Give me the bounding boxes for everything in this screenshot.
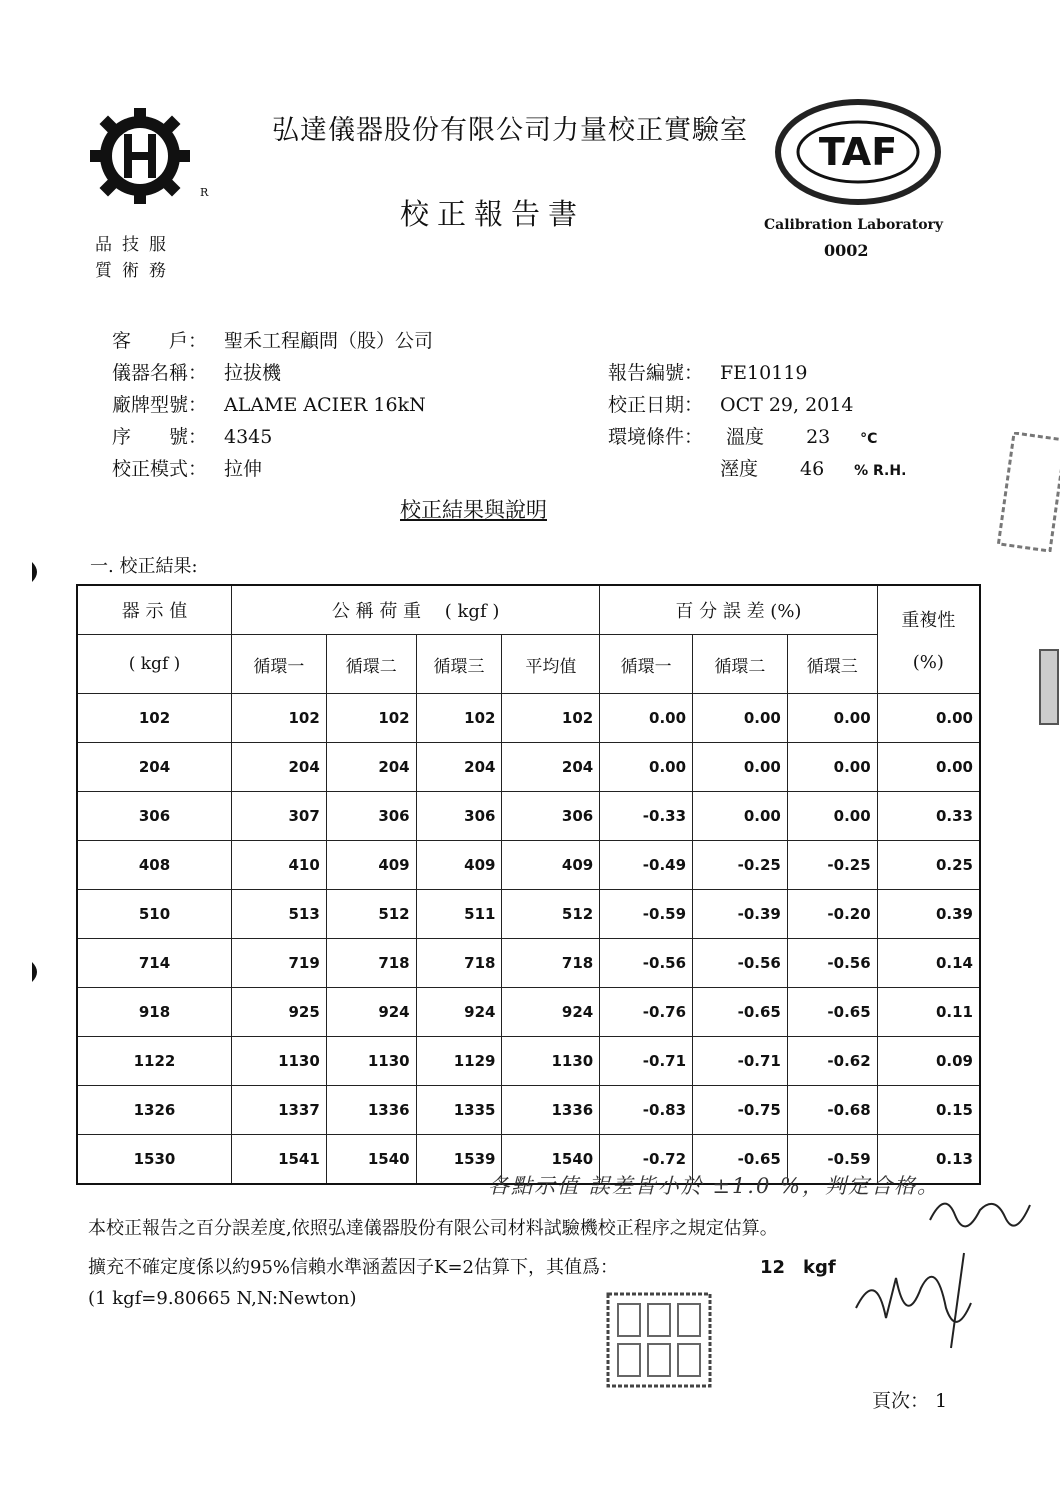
- info-value: ALAME ACIER 16kN: [224, 394, 426, 416]
- info-label: 序 號：: [112, 426, 208, 448]
- hum-unit: % R.H.: [854, 463, 907, 479]
- cell-repeat: 0.39: [877, 890, 980, 939]
- footer-line-1: 本校正報告之百分誤差度,依照弘達儀器股份有限公司材料試驗機校正程序之規定估算。: [88, 1218, 778, 1239]
- cell-error: -0.65: [693, 988, 788, 1037]
- cell-error: -0.72: [600, 1135, 693, 1185]
- info-instrument: [112, 358, 281, 385]
- cell-error: -0.83: [600, 1086, 693, 1135]
- cell-error: -0.59: [600, 890, 693, 939]
- cell-load: 204: [416, 743, 502, 792]
- cell-error: 0.00: [787, 792, 877, 841]
- cell-error: 0.00: [693, 792, 788, 841]
- cell-error: -0.65: [693, 1135, 788, 1185]
- page-number: 頁次： 1: [872, 1390, 948, 1412]
- cell-indicator: 918: [77, 988, 232, 1037]
- footer-line-3: (1 kgf=9.80665 N,N:Newton): [88, 1288, 357, 1309]
- cell-load: 512: [502, 890, 600, 939]
- taf-logo-text: TAF: [818, 130, 898, 174]
- side-seal-fragment: [992, 432, 1060, 552]
- cell-load: 204: [502, 743, 600, 792]
- cell-load: 204: [232, 743, 327, 792]
- cell-error: 0.00: [600, 743, 693, 792]
- temp-unit: °C: [860, 431, 878, 447]
- info-mode: [112, 454, 262, 481]
- hum-label: 溼度: [720, 458, 759, 480]
- cell-repeat: 0.15: [877, 1086, 980, 1135]
- cell-load: 204: [326, 743, 416, 792]
- calibration-results-table: [76, 584, 981, 1185]
- cell-load: 719: [232, 939, 327, 988]
- signature-2: [846, 1248, 986, 1358]
- cell-load: 1336: [502, 1086, 600, 1135]
- header-indicator: 器 示 值: [77, 585, 232, 635]
- table-row: [77, 1037, 980, 1086]
- cell-load: 306: [416, 792, 502, 841]
- cell-load: 1539: [416, 1135, 502, 1185]
- info-value: 聖禾工程顧問（股）公司: [224, 330, 434, 352]
- subheader-cycle: 循環一: [232, 635, 327, 694]
- info-label: 校正日期：: [608, 394, 704, 416]
- info-value: FE10119: [720, 362, 808, 384]
- cell-error: -0.59: [787, 1135, 877, 1185]
- cell-error: -0.68: [787, 1086, 877, 1135]
- slogan-line-2: 質術務: [95, 261, 176, 281]
- info-label: 客 戶：: [112, 330, 208, 352]
- cell-load: 1130: [502, 1037, 600, 1086]
- info-date: [608, 390, 853, 417]
- cell-load: 307: [232, 792, 327, 841]
- cell-indicator: 306: [77, 792, 232, 841]
- header-repeat: 重複性 (%): [877, 585, 980, 694]
- cell-load: 1336: [326, 1086, 416, 1135]
- table-row: [77, 743, 980, 792]
- info-value: OCT 29, 2014: [720, 394, 854, 416]
- cell-repeat: 0.14: [877, 939, 980, 988]
- cell-load: 306: [502, 792, 600, 841]
- cell-error: -0.65: [787, 988, 877, 1037]
- table-row: [77, 890, 980, 939]
- cell-repeat: 0.00: [877, 694, 980, 743]
- company-name: 弘達儀器股份有限公司力量校正實驗室: [272, 115, 748, 146]
- cell-load: 512: [326, 890, 416, 939]
- cell-error: -0.76: [600, 988, 693, 1037]
- cell-indicator: 510: [77, 890, 232, 939]
- cell-load: 511: [416, 890, 502, 939]
- cell-load: 409: [502, 841, 600, 890]
- cell-load: 718: [416, 939, 502, 988]
- cell-load: 1130: [232, 1037, 327, 1086]
- cell-load: 1540: [326, 1135, 416, 1185]
- cell-error: -0.56: [600, 939, 693, 988]
- cell-error: 0.00: [600, 694, 693, 743]
- document-title: 校正報告書: [400, 197, 586, 231]
- info-label: 報告編號：: [608, 362, 704, 384]
- table-row: [77, 1086, 980, 1135]
- subheader-cycle: 循環三: [787, 635, 877, 694]
- taf-label: Calibration Laboratory: [764, 217, 944, 233]
- cell-load: 513: [232, 890, 327, 939]
- cell-load: 410: [232, 841, 327, 890]
- cell-repeat: 0.13: [877, 1135, 980, 1185]
- cell-indicator: 1326: [77, 1086, 232, 1135]
- temp-value: 23: [806, 426, 831, 448]
- info-label: 環境條件：: [608, 426, 704, 448]
- info-customer: [112, 326, 433, 353]
- subheader-cycle: 循環二: [326, 635, 416, 694]
- cell-error: 0.00: [693, 694, 788, 743]
- header-nominal: 公 稱 荷 重 ( kgf ): [232, 585, 600, 635]
- subheader-cycle: 循環三: [416, 635, 502, 694]
- info-model: [112, 390, 426, 417]
- cell-indicator: 1530: [77, 1135, 232, 1185]
- info-environment: [608, 422, 877, 449]
- table-row: [77, 841, 980, 890]
- cell-load: 409: [416, 841, 502, 890]
- cell-load: 102: [416, 694, 502, 743]
- company-logo: [88, 104, 204, 208]
- cell-error: -0.71: [600, 1037, 693, 1086]
- info-serial: [112, 422, 272, 449]
- cell-load: 1337: [232, 1086, 327, 1135]
- cell-load: 1541: [232, 1135, 327, 1185]
- handwritten-note: 各點示值 誤差皆小於 ±1.0 %，判定合格。: [488, 1174, 940, 1198]
- table-row: [77, 939, 980, 988]
- cell-indicator: 1122: [77, 1037, 232, 1086]
- cell-load: 718: [326, 939, 416, 988]
- uncertainty-value: 12 kgf: [760, 1257, 836, 1278]
- cell-indicator: 714: [77, 939, 232, 988]
- cell-load: 1335: [416, 1086, 502, 1135]
- cell-repeat: 0.25: [877, 841, 980, 890]
- cell-error: -0.20: [787, 890, 877, 939]
- cell-load: 924: [502, 988, 600, 1037]
- hum-value: 46: [800, 458, 825, 480]
- cell-repeat: 0.11: [877, 988, 980, 1037]
- side-seal-fragment: [1036, 648, 1060, 726]
- official-seal: [604, 1290, 714, 1390]
- cell-error: -0.56: [787, 939, 877, 988]
- taf-number: 0002: [824, 241, 869, 260]
- cell-error: -0.62: [787, 1037, 877, 1086]
- cell-load: 718: [502, 939, 600, 988]
- temp-label: 溫度: [726, 426, 765, 448]
- info-value: 拉拔機: [224, 362, 282, 384]
- info-label: 儀器名稱：: [112, 362, 208, 384]
- info-value: 拉伸: [224, 458, 263, 480]
- section-title: 校正結果與說明: [400, 498, 547, 522]
- footer-line-2: 擴充不確定度係以約95%信賴水準涵蓋因子K=2估算下，其值爲：: [88, 1257, 618, 1278]
- cell-error: -0.39: [693, 890, 788, 939]
- cell-load: 925: [232, 988, 327, 1037]
- header-error: 百 分 誤 差 (%): [600, 585, 877, 635]
- slogan-line-1: 品技服: [95, 235, 176, 255]
- table-row: [77, 792, 980, 841]
- results-subhead: 一. 校正結果:: [90, 556, 198, 577]
- cell-load: 924: [326, 988, 416, 1037]
- taf-logo: [758, 88, 948, 218]
- logo-registered-mark: R: [200, 186, 209, 199]
- cell-error: 0.00: [787, 743, 877, 792]
- cell-indicator: 102: [77, 694, 232, 743]
- info-humidity: [720, 454, 906, 481]
- cell-error: -0.25: [787, 841, 877, 890]
- info-value: 4345: [224, 426, 273, 448]
- cell-load: 306: [326, 792, 416, 841]
- cell-error: 0.00: [693, 743, 788, 792]
- info-label: 校正模式：: [112, 458, 208, 480]
- cell-load: 1129: [416, 1037, 502, 1086]
- cell-error: -0.33: [600, 792, 693, 841]
- cell-repeat: 0.33: [877, 792, 980, 841]
- margin-mark: [30, 960, 42, 984]
- cell-indicator: 408: [77, 841, 232, 890]
- cell-load: 102: [326, 694, 416, 743]
- subheader-cycle: 循環二: [693, 635, 788, 694]
- cell-load: 409: [326, 841, 416, 890]
- cell-load: 1540: [502, 1135, 600, 1185]
- table-row: [77, 694, 980, 743]
- cell-error: -0.75: [693, 1086, 788, 1135]
- cell-error: 0.00: [787, 694, 877, 743]
- info-label: 廠牌型號：: [112, 394, 208, 416]
- cell-error: -0.49: [600, 841, 693, 890]
- margin-mark: [30, 560, 42, 584]
- cell-repeat: 0.09: [877, 1037, 980, 1086]
- cell-load: 102: [232, 694, 327, 743]
- subheader-average: 平均值: [502, 635, 600, 694]
- signature-1: [925, 1185, 1035, 1235]
- subheader-cycle: 循環一: [600, 635, 693, 694]
- cell-error: -0.56: [693, 939, 788, 988]
- header-indicator-unit: ( kgf ): [128, 654, 181, 674]
- table-row: [77, 988, 980, 1037]
- cell-error: -0.25: [693, 841, 788, 890]
- cell-load: 924: [416, 988, 502, 1037]
- cell-indicator: 204: [77, 743, 232, 792]
- cell-load: 1130: [326, 1037, 416, 1086]
- cell-repeat: 0.00: [877, 743, 980, 792]
- cell-error: -0.71: [693, 1037, 788, 1086]
- info-report-no: [608, 358, 808, 385]
- cell-load: 102: [502, 694, 600, 743]
